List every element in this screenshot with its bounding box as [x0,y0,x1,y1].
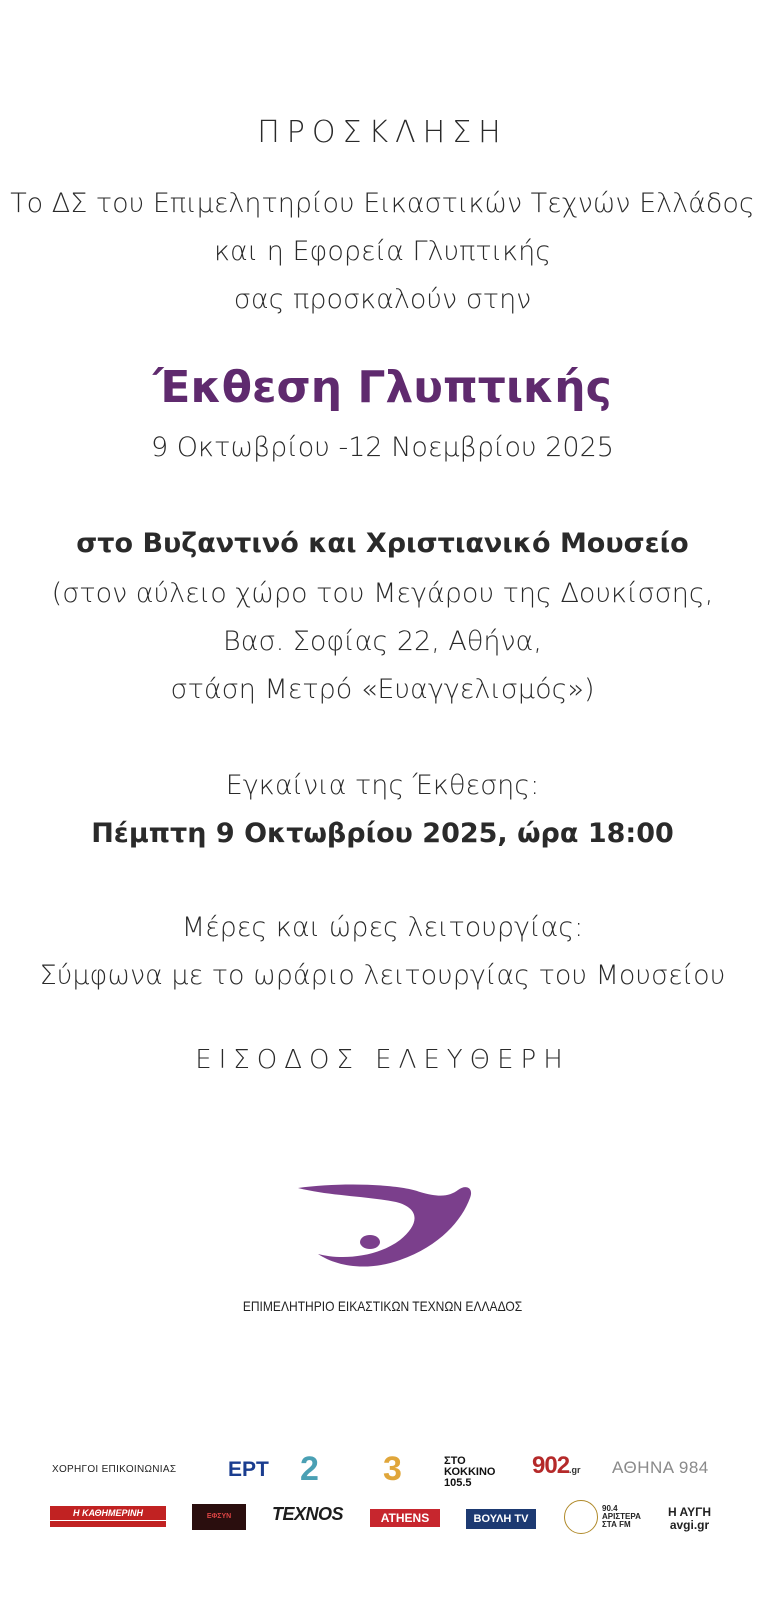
vouli-tv-logo: ΒΟΥΛΗ TV [466,1509,536,1529]
exhibition-title: Έκθεση Γλυπτικής [153,362,612,413]
hours-text: Σύμφωνα με το ωράριο λειτουργίας του Μουσείου [39,960,726,991]
aristera-logo: 90.4 ΑΡΙΣΤΕΡΑ ΣΤΑ FM [602,1504,641,1529]
opening-datetime: Πέμπτη 9 Οκτωβρίου 2025, ώρα 18:00 [91,818,674,849]
avgi-logo [668,1506,711,1532]
venue-name: στο Βυζαντινό και Χριστιανικό Μουσείο [76,528,689,559]
invitation-heading: ΠΡΟΣΚΛΗΣΗ [257,115,508,150]
second-program-logo: 2 [300,1450,319,1488]
opening-label: Εγκαίνια της Έκθεσης: [225,770,540,801]
avgi-title: Η ΑΥΓΗ [668,1505,712,1519]
n902-number: 902 [532,1452,570,1479]
exhibition-dates: 9 Οκτωβρίου -12 Νοεμβρίου 2025 [151,432,614,463]
texnos-logo: TEXNOS [272,1504,344,1524]
venue-line-3: στάση Μετρό «Ευαγγελισμός») [170,674,595,705]
n902-suffix: .gr [569,1465,581,1475]
athens-logo: ATHENS [370,1509,440,1527]
ert-logo: ΕΡΤ [228,1458,269,1481]
venue-line-1: (στον αύλειο χώρο του Μεγάρου της Δουκίσσης, [51,578,714,609]
aristera-circle-icon [564,1500,598,1534]
admission-text: ΕΙΣΟΔΟΣ ΕΛΕΥΘΕΡΗ [195,1045,570,1075]
venue-line-2: Βασ. Σοφίας 22, Αθήνα, [223,626,542,657]
intro-line-3: σας προσκαλούν στην [233,284,532,315]
athina984-logo: ΑΘΗΝΑ 984 [612,1458,709,1477]
logo-caption: ΕΠΙΜΕΛΗΤΗΡΙΟ ΕΙΚΑΣΤΙΚΩΝ ΤΕΧΝΩΝ ΕΛΛΑΔΟΣ [242,1298,523,1314]
avgi-url: avgi.gr [669,1518,710,1532]
chamber-logo [270,1180,500,1290]
dove-logo-icon [270,1180,500,1290]
hours-label: Μέρες και ώρες λειτουργίας: [181,912,584,943]
efsyn-logo: ΕΦΣΥΝ [192,1504,246,1530]
kathimerini-underline [50,1521,166,1527]
sponsors-label: ΧΟΡΗΓΟΙ ΕΠΙΚΟΙΝΩΝΙΑΣ [52,1464,177,1475]
intro-line-2: και η Εφορεία Γλυπτικής [213,236,552,267]
sto-kokkino-logo: ΣΤΟ ΚΟΚΚΙΝΟ 105.5 [444,1455,496,1489]
n902-logo [532,1452,581,1480]
kathimerini-logo: Η ΚΑΘΗΜΕΡΙΝΗ [50,1506,166,1520]
third-program-logo: 3 [383,1450,402,1488]
intro-line-1: Το ΔΣ του Επιμελητηρίου Εικαστικών Τεχνών Ελλάδος [10,188,755,219]
